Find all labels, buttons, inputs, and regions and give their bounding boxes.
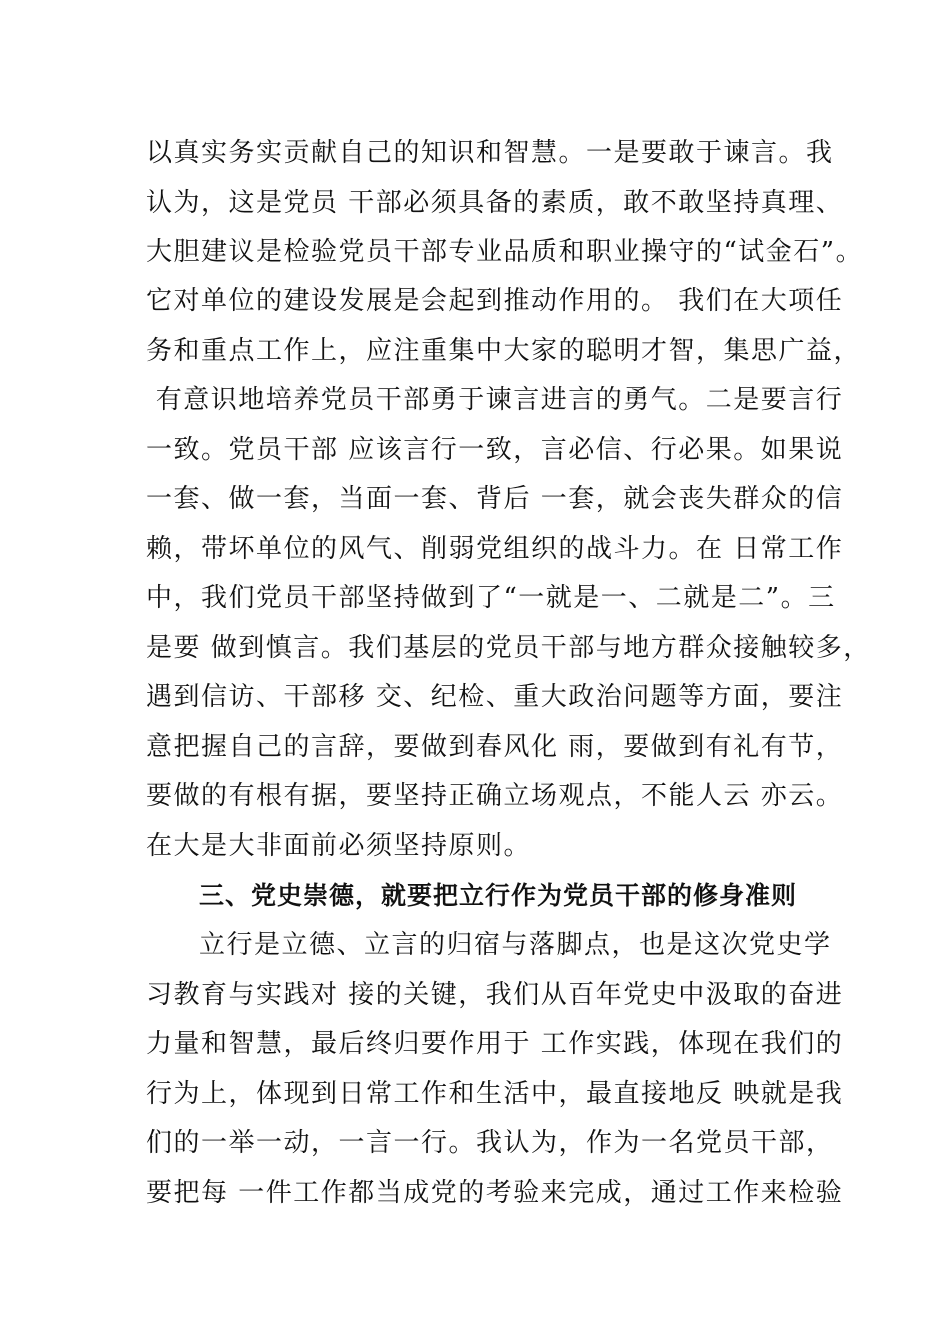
text-line-18: 力量和智慧，最后终归要作用于 工作实践，体现在我们的 [146, 1029, 844, 1059]
text-line-10: 中，我们党员干部坚持做到了“一就是一、二就是二”。三 [146, 583, 836, 613]
text-line-2: 认为，这是党员 干部必须具备的素质，敢不敢坚持真理、 [146, 188, 844, 218]
text-line-17: 习教育与实践对 接的关键，我们从百年党史中汲取的奋进 [146, 980, 844, 1010]
text-line-11: 是要 做到慎言。我们基层的党员干部与地方群众接触较多， [146, 633, 871, 663]
text-line-15: 在大是大非面前必须坚持原则。 [146, 831, 532, 861]
text-line-14: 要做的有根有据，要坚持正确立场观点，不能人云 亦云。 [146, 781, 844, 811]
text-line-5: 务和重点工作上，应注重集中大家的聪明才智，集思广益， [146, 336, 862, 366]
text-line-9: 赖，带坏单位的风气、削弱党组织的战斗力。在 日常工作 [146, 534, 844, 564]
text-line-16: 立行是立德、立言的归宿与落脚点，也是这次党史学 [199, 930, 832, 960]
text-line-20: 们的一举一动，一言一行。我认为，作为一名党员干部， [146, 1128, 834, 1158]
text-line-3: 大胆建议是检验党员干部专业品质和职业操守的“试金石”。 [146, 237, 864, 267]
text-line-13: 意把握自己的言辞，要做到春风化 雨，要做到有礼有节， [146, 732, 844, 762]
text-line-12: 遇到信访、干部移 交、纪检、重大政治问题等方面，要注 [146, 682, 844, 712]
text-line-4: 它对单位的建设发展是会起到推动作用的。 我们在大项任 [146, 286, 844, 316]
text-line-8: 一套、做一套，当面一套、背后 一套，就会丧失群众的信 [146, 484, 844, 514]
text-line-21: 要把每 一件工作都当成党的考验来完成，通过工作来检验 [146, 1178, 844, 1208]
text-line-19: 行为上，体现到日常工作和生活中，最直接地反 映就是我 [146, 1079, 844, 1109]
section-heading: 三、党史崇德，就要把立行作为党员干部的修身准则 [199, 881, 798, 910]
text-line-6: 有意识地培养党员干部勇于谏言进言的勇气。二是要言行 [146, 385, 844, 415]
text-line-7: 一致。党员干部 应该言行一致，言必信、行必果。如果说 [146, 435, 844, 465]
text-line-1: 以真实务实贡献自己的知识和智慧。一是要敢于谏言。我 [146, 138, 834, 168]
